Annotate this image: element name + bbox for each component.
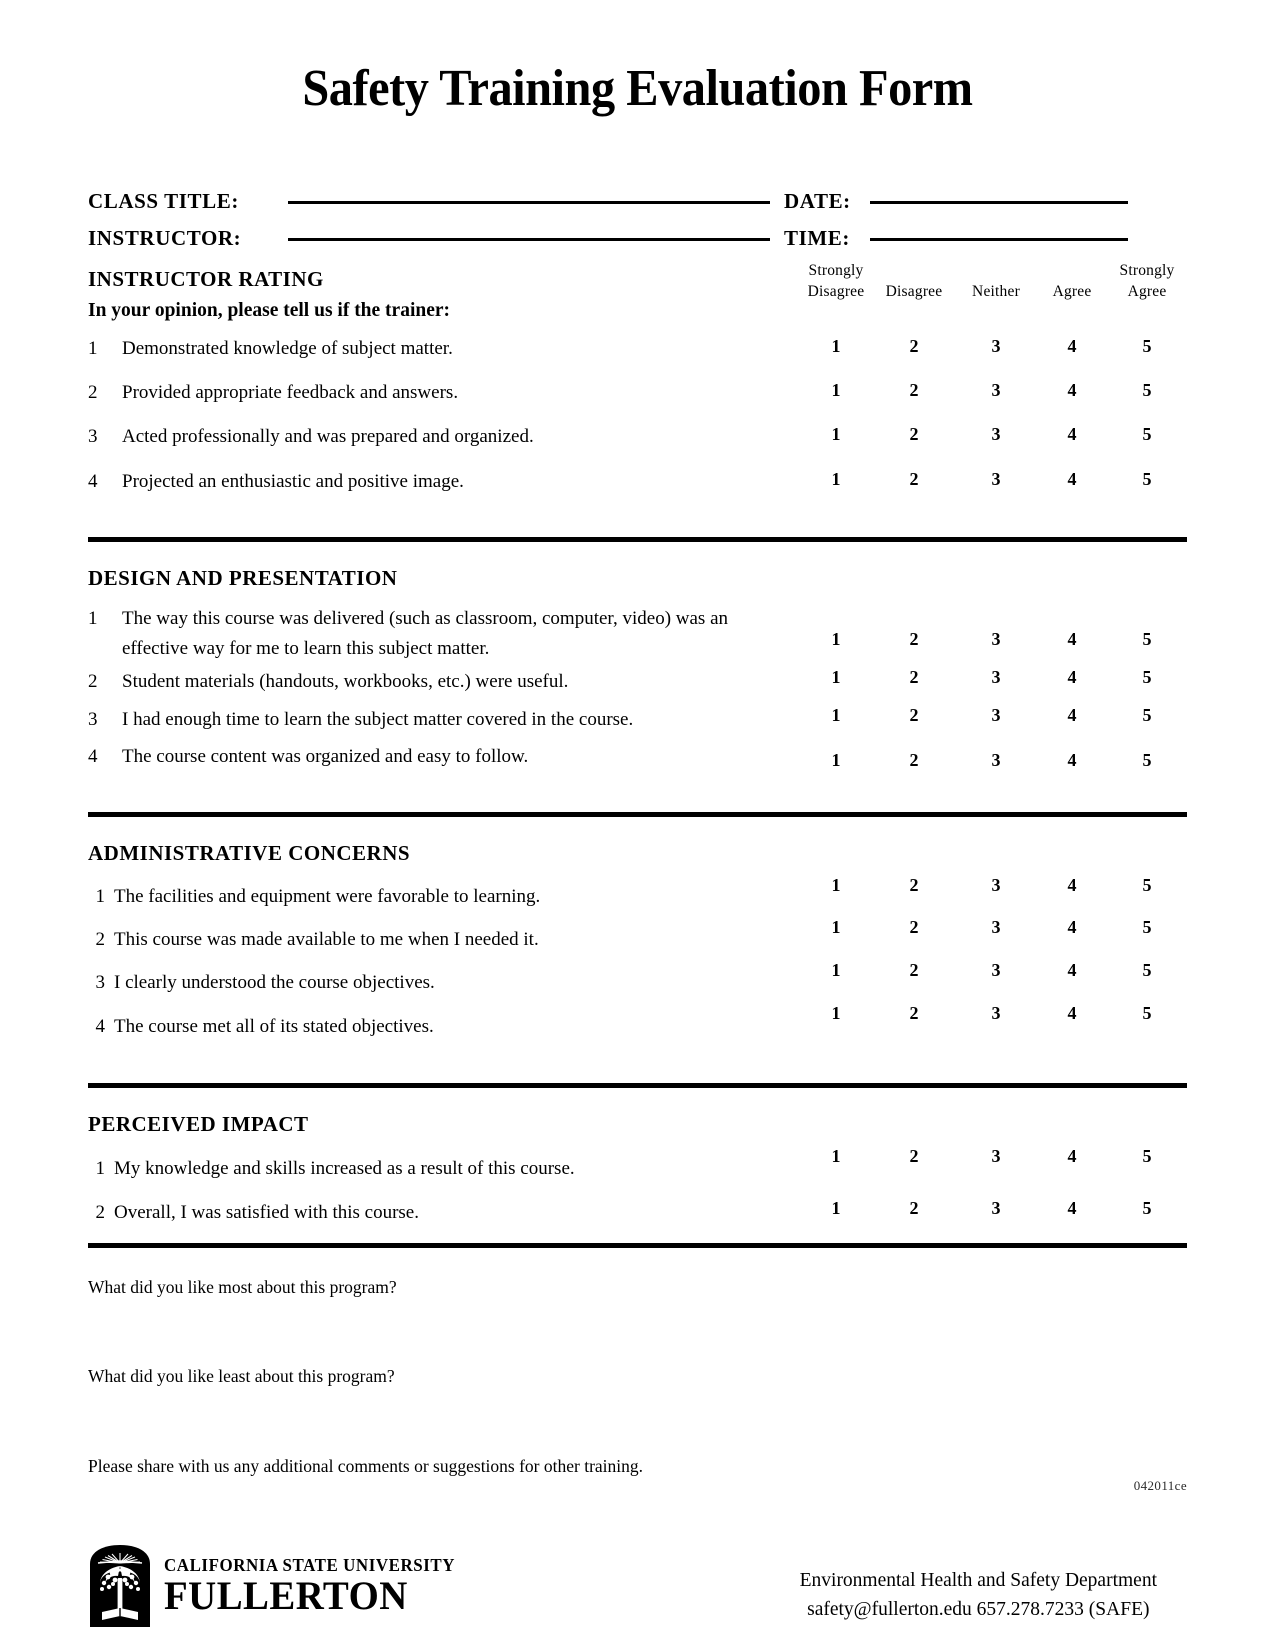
rating-option-4[interactable]: 4	[1067, 380, 1077, 401]
time-label: TIME:	[784, 225, 850, 250]
rating-scale	[798, 705, 1188, 726]
rating-option-1[interactable]: 1	[831, 335, 841, 356]
question-text: Student materials (handouts, workbooks, etc.) were useful.	[122, 671, 569, 693]
revision-code: 042011ce	[1133, 1478, 1187, 1493]
question-number: 4	[95, 1015, 105, 1037]
time-input[interactable]	[870, 238, 1128, 241]
section-title: ADMINISTRATIVE CONCERNS	[88, 840, 411, 865]
rating-option-4[interactable]: 4	[1067, 750, 1077, 771]
question-row	[88, 960, 1187, 997]
question-text: I had enough time to learn the subject matter covered in the course.	[122, 708, 634, 730]
rating-option-3[interactable]: 3	[991, 916, 1001, 937]
question-text: Provided appropriate feedback and answers.	[122, 382, 459, 404]
scale-header-disagree-strong: Disagree	[807, 283, 865, 300]
class-title-row	[88, 189, 1187, 214]
rating-scale	[798, 917, 1188, 938]
rating-option-1[interactable]: 1	[831, 750, 841, 771]
question-row	[88, 705, 1187, 734]
rating-option-5[interactable]: 5	[1142, 424, 1152, 445]
rating-option-2[interactable]: 2	[909, 335, 919, 356]
date-input[interactable]	[870, 201, 1128, 204]
scale-header-top-5: Strongly	[1119, 262, 1175, 279]
rating-option-1[interactable]: 1	[831, 916, 841, 937]
question-text: My knowledge and skills increased as a result of this course.	[114, 1158, 575, 1180]
rating-option-2[interactable]: 2	[909, 629, 919, 650]
rating-option-1[interactable]: 1	[831, 1002, 841, 1023]
question-text: Demonstrated knowledge of subject matter.	[122, 337, 453, 359]
question-row	[88, 334, 1187, 363]
rating-option-5[interactable]: 5	[1142, 960, 1152, 981]
rating-option-1[interactable]: 1	[831, 380, 841, 401]
rating-option-2[interactable]: 2	[909, 874, 919, 895]
question-row	[88, 916, 1187, 954]
question-row	[88, 604, 1187, 663]
question-number: 1	[88, 337, 98, 359]
rating-option-2[interactable]: 2	[909, 468, 919, 489]
rating-scale	[798, 1146, 1188, 1167]
page-footer	[0, 1544, 1275, 1628]
section-divider	[88, 537, 1187, 542]
rating-option-3[interactable]: 3	[991, 750, 1001, 771]
csuf-wordmark	[164, 1556, 474, 1616]
rating-option-3[interactable]: 3	[991, 380, 1001, 401]
rating-option-3[interactable]: 3	[991, 1146, 1001, 1167]
section-divider	[88, 1083, 1187, 1088]
rating-scale	[798, 629, 1188, 650]
open-question-additional-comments: Please share with us any additional comments or suggestions for other training.	[88, 1455, 644, 1476]
csuf-logo	[88, 1544, 474, 1628]
rating-scale	[798, 960, 1188, 981]
rating-scale	[798, 1198, 1188, 1219]
class-title-input[interactable]	[288, 201, 770, 204]
question-number: 3	[95, 972, 105, 994]
section-title: INSTRUCTOR RATING	[88, 266, 324, 291]
section-subtitle: In your opinion, please tell us if the trainer:	[88, 299, 451, 321]
instructor-row	[88, 226, 1187, 251]
scale-header-top-1: Strongly	[808, 262, 864, 279]
rating-option-2[interactable]: 2	[909, 1197, 919, 1218]
section-title: DESIGN AND PRESENTATION	[88, 566, 398, 591]
rating-option-5[interactable]: 5	[1142, 380, 1152, 401]
question-row	[88, 378, 1187, 407]
rating-scale	[798, 424, 1188, 445]
question-row	[88, 422, 1187, 451]
rating-option-5[interactable]: 5	[1142, 468, 1152, 489]
csuf-logo-line-1: CALIFORNIA STATE UNIVERSITY	[164, 1555, 456, 1575]
rating-option-5[interactable]: 5	[1142, 1002, 1152, 1023]
question-row	[88, 1002, 1187, 1041]
question-number: 2	[88, 382, 98, 404]
rating-option-1[interactable]: 1	[831, 468, 841, 489]
rating-option-4[interactable]: 4	[1067, 916, 1077, 937]
rating-option-3[interactable]: 3	[991, 468, 1001, 489]
section-design-presentation	[88, 566, 1187, 771]
question-row	[88, 1198, 1187, 1227]
rating-option-5[interactable]: 5	[1142, 667, 1152, 688]
question-text: The facilities and equipment were favorable to learning.	[114, 885, 541, 907]
rating-option-2[interactable]: 2	[909, 960, 919, 981]
question-number: 1	[95, 885, 105, 907]
rating-option-5[interactable]: 5	[1142, 1197, 1152, 1218]
rating-scale	[798, 380, 1188, 401]
section-perceived-impact	[88, 1112, 1187, 1227]
question-row	[88, 874, 1187, 911]
open-question-like-most: What did you like most about this program?	[88, 1277, 397, 1298]
rating-option-1[interactable]: 1	[831, 1197, 841, 1218]
rating-option-2[interactable]: 2	[909, 380, 919, 401]
rating-scale	[798, 667, 1188, 688]
question-text: The course content was organized and easy to follow.	[122, 746, 529, 768]
rating-scale	[798, 875, 1188, 896]
rating-scale	[798, 750, 1188, 771]
question-text: The way this course was delivered (such as classroom, computer, video) was an effective way for me to learn this subject matter.	[122, 608, 728, 659]
footer-contact-info: safety@fullerton.edu 657.278.7233 (SAFE)	[807, 1598, 1150, 1620]
scale-header-agree: Agree	[1052, 283, 1092, 300]
footer-department: Environmental Health and Safety Department	[799, 1570, 1157, 1592]
rating-option-5[interactable]: 5	[1142, 916, 1152, 937]
rating-option-4[interactable]: 4	[1067, 704, 1077, 725]
rating-option-4[interactable]: 4	[1067, 667, 1077, 688]
instructor-input[interactable]	[288, 238, 770, 241]
rating-option-3[interactable]: 3	[991, 629, 1001, 650]
rating-option-2[interactable]: 2	[909, 1002, 919, 1023]
rating-option-1[interactable]: 1	[831, 704, 841, 725]
section-divider	[88, 1243, 1187, 1248]
rating-option-4[interactable]: 4	[1067, 424, 1077, 445]
rating-option-3[interactable]: 3	[991, 874, 1001, 895]
rating-option-2[interactable]: 2	[909, 704, 919, 725]
open-questions	[88, 1274, 1187, 1479]
question-row	[88, 667, 1187, 696]
rating-option-5[interactable]: 5	[1142, 1146, 1152, 1167]
rating-option-2[interactable]: 2	[909, 916, 919, 937]
rating-option-3[interactable]: 3	[991, 1002, 1001, 1023]
rating-option-4[interactable]: 4	[1067, 468, 1077, 489]
question-text: Overall, I was satisfied with this course.	[114, 1201, 419, 1223]
rating-scale	[798, 1003, 1188, 1024]
instructor-label: INSTRUCTOR:	[88, 225, 242, 250]
rating-option-2[interactable]: 2	[909, 750, 919, 771]
rating-option-4[interactable]: 4	[1067, 335, 1077, 356]
rating-option-1[interactable]: 1	[831, 629, 841, 650]
date-label: DATE:	[784, 188, 851, 213]
question-row	[88, 467, 1187, 496]
rating-option-3[interactable]: 3	[991, 704, 1001, 725]
rating-option-4[interactable]: 4	[1067, 1002, 1077, 1023]
rating-option-2[interactable]: 2	[909, 1146, 919, 1167]
question-text: The course met all of its stated objectives.	[114, 1015, 434, 1037]
section-instructor-rating	[88, 267, 1187, 497]
scale-header-neither: Neither	[972, 283, 1020, 300]
rating-option-5[interactable]: 5	[1142, 874, 1152, 895]
rating-option-1[interactable]: 1	[831, 874, 841, 895]
question-number: 4	[88, 470, 98, 492]
question-number: 2	[88, 671, 98, 693]
rating-option-4[interactable]: 4	[1067, 874, 1077, 895]
question-number: 3	[88, 426, 98, 448]
section-title: PERCEIVED IMPACT	[88, 1112, 309, 1137]
csuf-logo-line-2: FULLERTON	[164, 1573, 408, 1618]
open-question-like-least: What did you like least about this program?	[88, 1366, 395, 1387]
rating-option-3[interactable]: 3	[991, 667, 1001, 688]
section-divider	[88, 812, 1187, 817]
rating-option-5[interactable]: 5	[1142, 704, 1152, 725]
scale-header-agree-strong: Agree	[1127, 283, 1167, 300]
rating-option-5[interactable]: 5	[1142, 335, 1152, 356]
question-text: This course was made available to me when I needed it.	[114, 928, 539, 950]
question-text: Projected an enthusiastic and positive image.	[122, 470, 464, 492]
section-administrative-concerns	[88, 841, 1187, 1042]
question-number: 1	[95, 1158, 105, 1180]
rating-option-3[interactable]: 3	[991, 1197, 1001, 1218]
question-text: I clearly understood the course objectives.	[114, 972, 435, 994]
rating-option-1[interactable]: 1	[831, 1146, 841, 1167]
footer-contact-block	[800, 1567, 1187, 1628]
rating-option-1[interactable]: 1	[831, 960, 841, 981]
header-fields	[88, 189, 1187, 251]
rating-option-4[interactable]: 4	[1067, 1146, 1077, 1167]
rating-option-4[interactable]: 4	[1067, 629, 1077, 650]
question-number: 2	[95, 928, 105, 950]
question-number: 2	[95, 1201, 105, 1223]
rating-option-2[interactable]: 2	[909, 667, 919, 688]
question-row	[88, 1146, 1187, 1183]
rating-scale	[798, 469, 1188, 490]
rating-option-3[interactable]: 3	[991, 335, 1001, 356]
question-number: 1	[88, 608, 98, 630]
rating-option-2[interactable]: 2	[909, 424, 919, 445]
csuf-shield-tree-icon	[88, 1544, 152, 1628]
rating-option-5[interactable]: 5	[1142, 629, 1152, 650]
rating-option-5[interactable]: 5	[1142, 750, 1152, 771]
rating-option-3[interactable]: 3	[991, 424, 1001, 445]
question-number: 4	[88, 746, 98, 768]
rating-option-4[interactable]: 4	[1067, 960, 1077, 981]
question-text: Acted professionally and was prepared and organized.	[122, 426, 534, 448]
rating-scale	[798, 336, 1188, 357]
class-title-label: CLASS TITLE:	[88, 188, 239, 213]
page-title: Safety Training Evaluation Form	[302, 60, 973, 117]
rating-option-4[interactable]: 4	[1067, 1197, 1077, 1218]
rating-option-1[interactable]: 1	[831, 667, 841, 688]
rating-option-1[interactable]: 1	[831, 424, 841, 445]
rating-option-3[interactable]: 3	[991, 960, 1001, 981]
question-row	[88, 742, 1187, 771]
scale-header-disagree: Disagree	[885, 283, 943, 300]
question-number: 3	[88, 708, 98, 730]
